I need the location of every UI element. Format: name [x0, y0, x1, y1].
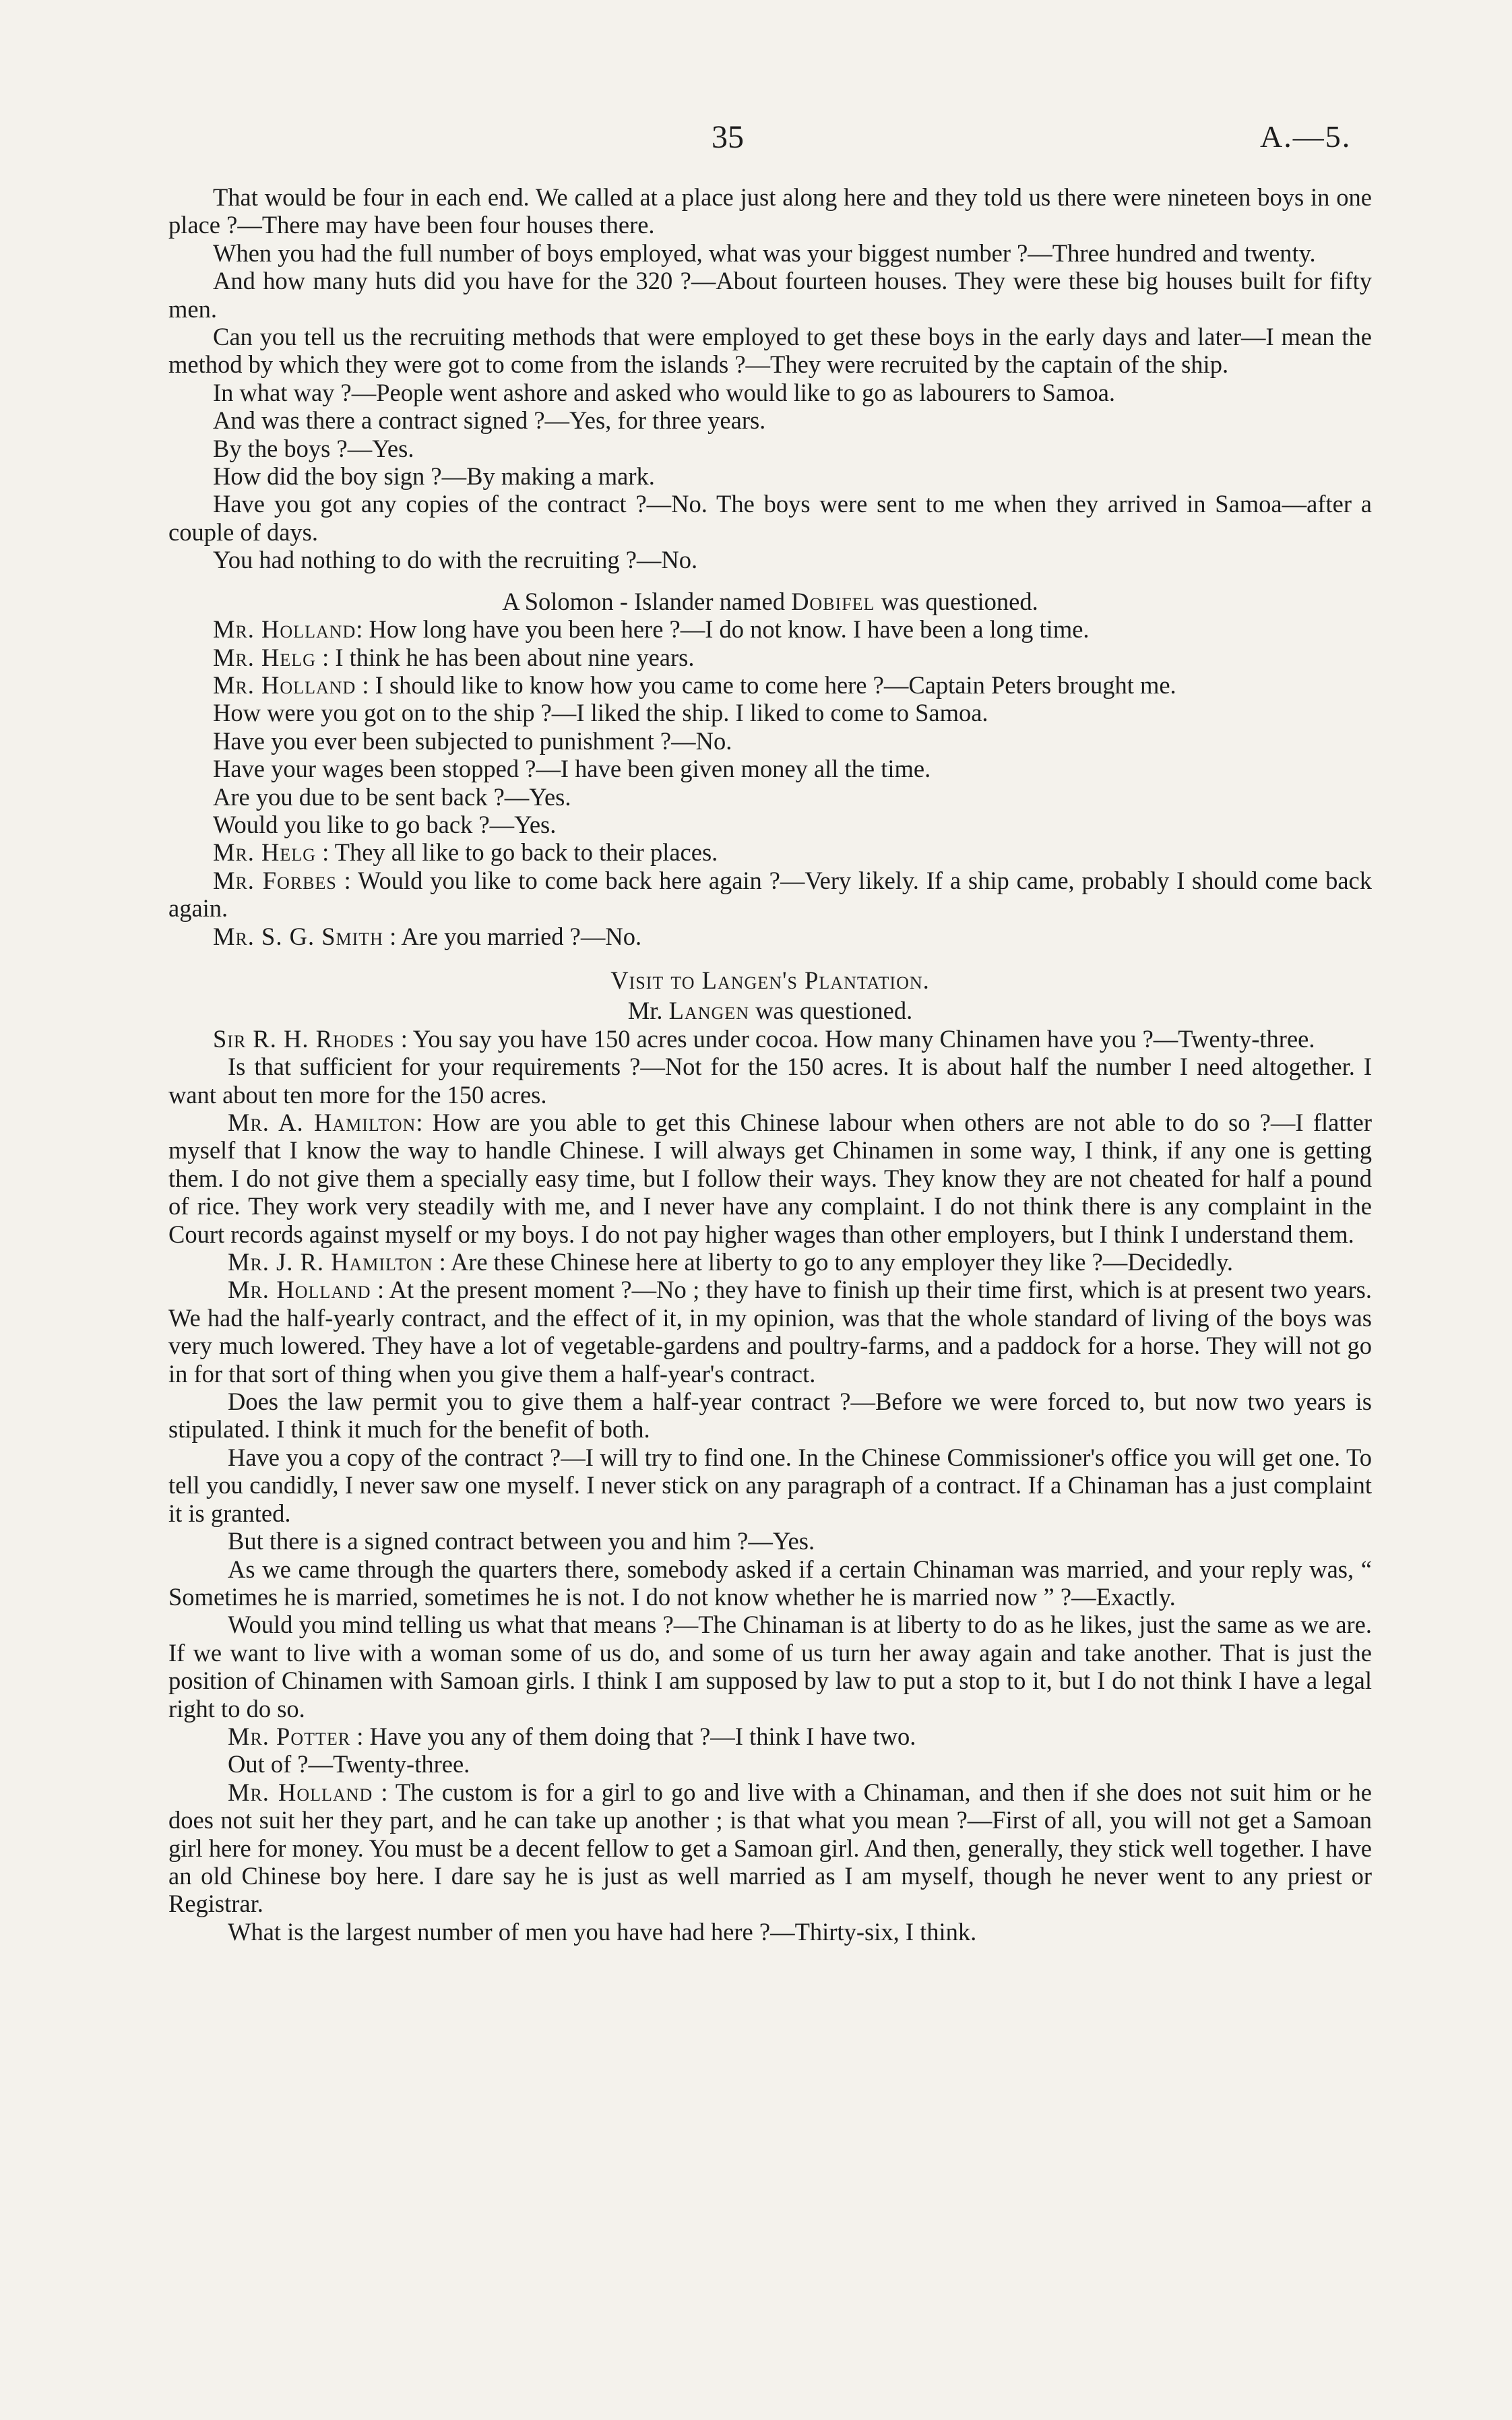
paragraph: Mr. A. Hamilton: How are you able to get this Chinese labour when others are not able to do so ?—I flatter myself that I know the way to handle Chinese. I will always get Chinamen in some way, I think, if any one is getting them. I do not give them a specially easy time, but I follow their ways. They know they are not cheated for half a pound of rice. They work very steadily with me, and I never have any complaint. I do not think there is any complaint in the Court records against myself or my boys. I do not pay higher wages than other employers, but I think I understand them.: [168, 1109, 1372, 1248]
paragraph: Would you like to go back ?—Yes.: [213, 810, 557, 838]
paragraph: When you had the full number of boys employed, what was your biggest number ?—Three hundred and twenty.: [213, 239, 1316, 267]
paragraph: Mr. Holland: How long have you been here ?—I do not know. I have been a long time.: [213, 615, 1090, 644]
paragraph: And was there a contract signed ?—Yes, for three years.: [213, 406, 766, 435]
paragraph: Have your wages been stopped ?—I have been given money all the time.: [213, 755, 931, 783]
speaker-name: Sir R. H. Rhodes: [213, 1024, 395, 1053]
paragraph: Mr. S. G. Smith : Are you married ?—No.: [213, 922, 642, 950]
speaker-name: Mr. J. R. Hamilton: [228, 1248, 433, 1276]
paragraph: Mr. Forbes : Would you like to come back here again ?—Very likely. If a ship came, probably I should come back again.: [168, 866, 1372, 923]
section-subheading: Mr. Langen was questioned.: [627, 997, 913, 1025]
paragraph: Sir R. H. Rhodes : You say you have 150 acres under cocoa. How many Chinamen have you ?—Twenty-three.: [213, 1024, 1315, 1053]
speaker-name: Mr. Holland: [228, 1276, 371, 1304]
page-header: [0, 119, 1512, 166]
paragraph: Mr. Holland : At the present moment ?—No ; they have to finish up their time first, which is at present two years. We had the half-yearly contract, and the effect of it, in my opinion, was that the whole standard of living of the boys was very much lowered. They have a lot of vegetable-gardens and poultry-farms, and a paddock for a horse. They will not go in for that sort of thing when you give them a half-year's contract.: [168, 1276, 1372, 1388]
paragraph: Mr. Potter : Have you any of them doing that ?—I think I have two.: [228, 1722, 916, 1750]
speaker-name: Mr. Potter: [228, 1722, 351, 1750]
paragraph: Can you tell us the recruiting methods that were employed to get these boys in the early days and later—I mean the method by which they were got to come from the islands ?—They were recruited by the captain of the ship.: [168, 323, 1372, 379]
paragraph: In what way ?—People went ashore and asked who would like to go as labourers to Samoa.: [213, 378, 1116, 406]
paragraph: Mr. J. R. Hamilton : Are these Chinese here at liberty to go to any employer they like ?—Decidedly.: [228, 1248, 1234, 1276]
paragraph: And how many huts did you have for the 320 ?—About fourteen houses. They were these big houses built for fifty men.: [168, 267, 1372, 323]
paragraph: That would be four in each end. We called at a place just along here and they told us there were nineteen boys in one place ?—There may have been four houses there.: [168, 183, 1372, 239]
paragraph: What is the largest number of men you have had here ?—Thirty-six, I think.: [228, 1917, 977, 1946]
paragraph: Have you a copy of the contract ?—I will try to find one. In the Chinese Commissioner's office you will get one. To tell you candidly, I never saw one myself. I never stick on any paragraph of a contract. If a Chinaman has a just complaint it is granted.: [168, 1443, 1372, 1527]
speaker-name: Mr. Holland: [228, 1778, 373, 1806]
speaker-name: Mr. Holland: [213, 671, 356, 699]
body-text: [168, 183, 1372, 1946]
paragraph: By the boys ?—Yes.: [213, 434, 414, 462]
paragraph: Have you got any copies of the contract ?—No. The boys were sent to me when they arrived in Samoa—after a couple of days.: [168, 490, 1372, 546]
speaker-name: Mr. Helg: [213, 643, 316, 671]
speaker-name: Mr. S. G. Smith: [213, 922, 383, 950]
paragraph: Are you due to be sent back ?—Yes.: [213, 782, 571, 811]
section-heading: Visit to Langen's Plantation.: [610, 966, 930, 994]
paragraph: Mr. Helg : They all like to go back to their places.: [213, 838, 718, 867]
paragraph: You had nothing to do with the recruiting ?—No.: [213, 546, 698, 574]
paragraph: Is that sufficient for your requirements ?—Not for the 150 acres. It is about half the number I need altogether. I want about ten more for the 150 acres.: [168, 1053, 1372, 1109]
paragraph: How did the boy sign ?—By making a mark.: [213, 462, 655, 491]
section-heading: A Solomon - Islander named Dobifel was questioned.: [502, 587, 1038, 615]
page-number: 35: [712, 119, 744, 155]
paragraph: Mr. Helg : I think he has been about nine years.: [213, 643, 695, 671]
speaker-name: Mr. Holland: [213, 615, 356, 644]
paragraph: Have you ever been subjected to punishment ?—No.: [213, 726, 732, 755]
document-reference: A.—5.: [1260, 119, 1352, 154]
speaker-name: Mr. Forbes: [213, 866, 337, 894]
paragraph: Mr. Holland : The custom is for a girl to go and live with a Chinaman, and then if she does not suit him or he does not suit her they part, and he can take up another ; is that what you mean ?—First of all, you will not get a Samoan girl here for money. You must be a decent fellow to get a Samoan girl. And then, generally, they stick well together. I have an old Chinese boy here. I dare say he is just as well married as I am myself, though he never went to any priest or Registrar.: [168, 1778, 1372, 1918]
paragraph: Out of ?—Twenty-three.: [228, 1750, 470, 1778]
paragraph: Would you mind telling us what that means ?—The Chinaman is at liberty to do as he likes, just the same as we are. If we want to live with a woman some of us do, and some of us turn her away again and take another. That is just the position of Chinamen with Samoan girls. I think I am supposed by law to put a stop to it, but I do not think I have a legal right to do so.: [168, 1611, 1372, 1723]
paragraph: Does the law permit you to give them a half-year contract ?—Before we were forced to, but now two years is stipulated. I think it much for the benefit of both.: [168, 1388, 1372, 1444]
speaker-name: Mr. Helg: [213, 838, 316, 867]
paragraph: How were you got on to the ship ?—I liked the ship. I liked to come to Samoa.: [213, 699, 988, 727]
paragraph: Mr. Holland : I should like to know how you came to come here ?—Captain Peters brought me.: [213, 671, 1176, 699]
paragraph: But there is a signed contract between you and him ?—Yes.: [228, 1527, 815, 1555]
speaker-name: Mr. A. Hamilton: [228, 1109, 416, 1136]
paragraph: As we came through the quarters there, somebody asked if a certain Chinaman was married, and your reply was, “ Sometimes he is married, sometimes he is not. I do not know whether he is married now ” ?—Exactly.: [168, 1555, 1372, 1611]
